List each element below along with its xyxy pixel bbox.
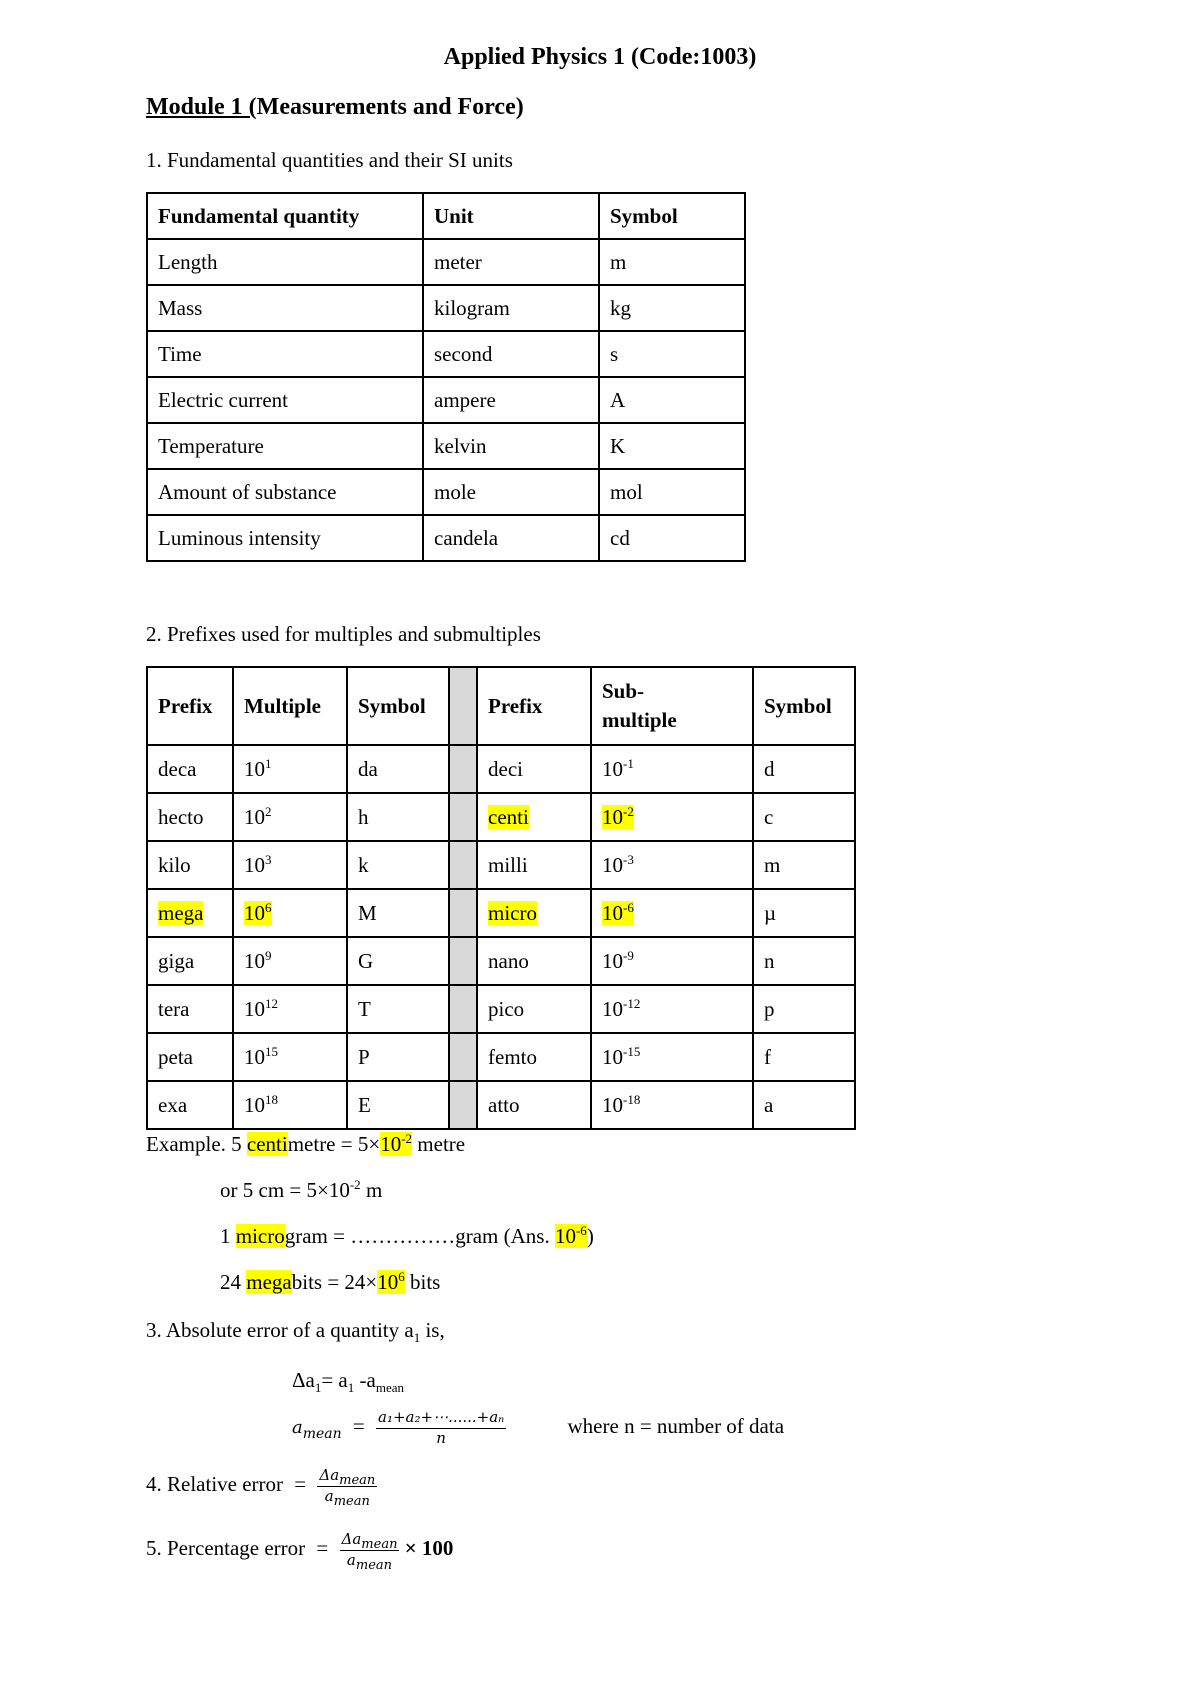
table-cell: [753, 889, 855, 937]
header-cell: Unit: [423, 193, 599, 239]
table-cell: [477, 841, 591, 889]
power-base: 10: [244, 756, 265, 781]
table-body: [147, 745, 855, 1129]
fraction-denominator: [317, 1487, 377, 1507]
example-text: bits: [404, 1270, 441, 1294]
subscript: mean: [375, 1380, 404, 1396]
prefix-name: giga: [158, 948, 195, 973]
power-value: [244, 805, 272, 829]
prefix-symbol: n: [764, 948, 775, 973]
power-base: 10: [602, 804, 623, 829]
power-value: [244, 1093, 278, 1117]
separator-column: [449, 841, 477, 889]
eq-text: = a: [321, 1368, 348, 1392]
power-exponent: -18: [623, 1091, 641, 1107]
power-base: 10: [554, 1224, 576, 1248]
eq-symbol: Δa: [319, 1466, 340, 1484]
power-value: [244, 901, 272, 925]
section4-label: 4. Relative error: [146, 1471, 284, 1496]
table-header-row: [147, 667, 855, 745]
table-row: [147, 793, 855, 841]
table-row: [147, 937, 855, 985]
example-line-3: [220, 1224, 594, 1249]
table-row: [147, 285, 745, 331]
prefix-name: milli: [488, 852, 528, 877]
table-cell: [591, 793, 753, 841]
table-row: [147, 745, 855, 793]
prefix-name: femto: [488, 1044, 537, 1069]
example-text: m: [360, 1178, 383, 1202]
power-exponent: 3: [265, 851, 272, 867]
power-exponent: -3: [623, 851, 634, 867]
prefix-symbol: f: [764, 1044, 771, 1069]
power-exponent: -2: [349, 1177, 361, 1192]
header-line: multiple: [602, 708, 677, 732]
multiplier-text: × 100: [404, 1535, 454, 1560]
prefix-symbol: T: [358, 996, 371, 1021]
separator-column: [449, 1081, 477, 1129]
highlight-text: [555, 1224, 587, 1248]
table-cell: [477, 1033, 591, 1081]
table-cell: ampere: [423, 377, 599, 423]
highlight-text: [380, 1132, 412, 1156]
prefix-symbol: a: [764, 1092, 774, 1117]
heading-text: 3. Absolute error of a quantity a: [146, 1318, 414, 1342]
prefix-name: deci: [488, 756, 523, 781]
table-cell: [233, 985, 347, 1033]
subscript: mean: [333, 1493, 370, 1509]
highlight-text: [377, 1270, 405, 1294]
power-base: 10: [602, 756, 623, 781]
fundamental-quantities-table: [146, 192, 746, 562]
table-cell: [147, 841, 233, 889]
eq-symbol: a: [324, 1486, 334, 1505]
prefix-name: pico: [488, 996, 525, 1021]
relative-error-line: 4. Relative error = $\frac{\Delta a_{mean}}{a_{mean}}$: [146, 1466, 376, 1509]
power-exponent: 6: [265, 899, 272, 915]
example-text: gram = ……………gram (Ans.: [284, 1224, 555, 1248]
subscript: 1: [347, 1380, 355, 1396]
table-cell: Luminous intensity: [147, 515, 423, 561]
power-base: 10: [244, 996, 265, 1021]
power-exponent: -2: [401, 1131, 413, 1146]
header-cell: Symbol: [347, 667, 449, 745]
power-value: [244, 1045, 278, 1069]
section5-label: 5. Percentage error: [146, 1535, 306, 1560]
power-exponent: -6: [575, 1223, 587, 1238]
table-cell: [233, 937, 347, 985]
subscript: mean: [302, 1426, 342, 1442]
table-row: [147, 985, 855, 1033]
prefix-symbol: µ: [764, 900, 777, 925]
document-title: Applied Physics 1 (Code:1003): [443, 44, 757, 70]
table-cell: [147, 1033, 233, 1081]
header-cell: Fundamental quantity: [147, 193, 423, 239]
prefix-symbol: p: [764, 996, 775, 1021]
table-cell: m: [599, 239, 745, 285]
prefix-symbol: M: [358, 900, 377, 925]
table-cell: [753, 841, 855, 889]
fraction-numerator: [317, 1466, 377, 1487]
example-text: Example. 5: [146, 1132, 247, 1156]
table-cell: [591, 841, 753, 889]
table-cell: [753, 985, 855, 1033]
relative-error-fraction: [317, 1466, 377, 1509]
header-cell: Prefix: [477, 667, 591, 745]
table-cell: [147, 889, 233, 937]
table-cell: [591, 889, 753, 937]
eq-text: Δa: [292, 1368, 315, 1392]
table-cell: [347, 985, 449, 1033]
table-cell: [347, 745, 449, 793]
example-line-2: [220, 1178, 382, 1203]
subscript: mean: [339, 1473, 376, 1488]
power-value: [602, 853, 634, 877]
power-base: 10: [244, 1044, 265, 1069]
example-text: 1: [220, 1224, 236, 1248]
separator-column: [449, 889, 477, 937]
table-cell: [233, 745, 347, 793]
highlight-text: centi: [246, 1132, 288, 1156]
table-cell: kelvin: [423, 423, 599, 469]
power-exponent: 15: [265, 1043, 278, 1059]
power-value: [602, 1045, 640, 1069]
eq-symbol: a: [292, 1416, 303, 1438]
table-cell: [753, 745, 855, 793]
power-value: [244, 949, 272, 973]
table-cell: [347, 1033, 449, 1081]
prefix-name: exa: [158, 1092, 188, 1117]
section2-heading: 2. Prefixes used for multiples and submultiples: [146, 622, 541, 646]
table-cell: Mass: [147, 285, 423, 331]
table-row: [147, 377, 745, 423]
prefix-name: deca: [158, 756, 197, 781]
fraction-denominator: [340, 1551, 400, 1571]
power-value: [602, 805, 634, 829]
table-cell: [477, 985, 591, 1033]
table-row: [147, 469, 745, 515]
power-exponent: 9: [265, 947, 272, 963]
equation-note: where n = number of data: [567, 1413, 785, 1438]
table-cell: [147, 745, 233, 793]
example-text: 24: [220, 1270, 247, 1294]
power-base: 10: [244, 852, 265, 877]
eq-symbol: a: [346, 1550, 356, 1569]
table-cell: A: [599, 377, 745, 423]
table-cell: [347, 841, 449, 889]
header-cell: Symbol: [599, 193, 745, 239]
table-cell: [347, 889, 449, 937]
section1-heading: 1. Fundamental quantities and their SI units: [146, 148, 513, 172]
eq-text: -a: [354, 1368, 376, 1392]
mean-fraction: [376, 1408, 506, 1448]
separator-column: [449, 1033, 477, 1081]
example-text: or 5 cm = 5×10: [220, 1178, 350, 1202]
header-cell: Prefix: [147, 667, 233, 745]
prefix-name: micro: [488, 900, 537, 925]
power-exponent: 1: [265, 755, 272, 771]
absolute-error-equation: [292, 1368, 404, 1396]
power-base: 10: [602, 1092, 623, 1117]
table-row: [147, 1081, 855, 1129]
power-value: [602, 1093, 640, 1117]
prefix-symbol: P: [358, 1044, 370, 1069]
table-row: [147, 331, 745, 377]
example-line-4: [220, 1270, 440, 1295]
prefix-symbol: m: [764, 852, 781, 877]
table-cell: K: [599, 423, 745, 469]
prefix-name: tera: [158, 996, 190, 1021]
table-row: [147, 889, 855, 937]
prefix-symbol: k: [358, 852, 369, 877]
prefix-symbol: G: [358, 948, 374, 973]
table-cell: [147, 937, 233, 985]
table-header-row: [147, 193, 745, 239]
heading-text: is,: [420, 1318, 445, 1342]
table-cell: [347, 793, 449, 841]
table-body: [147, 239, 745, 561]
table-cell: [233, 793, 347, 841]
fraction-numerator: a₁+a₂+⋯......+aₙ: [376, 1408, 506, 1429]
prefix-name: mega: [158, 900, 204, 925]
power-value: [602, 949, 634, 973]
module-heading-rest: Measurements and Force): [256, 94, 524, 120]
prefix-name: centi: [488, 804, 529, 829]
power-base: 10: [380, 1132, 402, 1156]
table-cell: cd: [599, 515, 745, 561]
power-base: 10: [377, 1270, 399, 1294]
prefix-name: peta: [158, 1044, 193, 1069]
table-cell: [477, 889, 591, 937]
percentage-error-line: 5. Percentage error = $\frac{\Delta a_{mean}}{a_{mean}}$ × 100: [146, 1530, 454, 1573]
prefix-symbol: h: [358, 804, 369, 829]
header-cell: Multiple: [233, 667, 347, 745]
power-exponent: 12: [265, 995, 278, 1011]
table-cell: [591, 1081, 753, 1129]
power-value: [244, 853, 272, 877]
example-line-1: [146, 1132, 465, 1157]
example-text: metre = 5×: [287, 1132, 381, 1156]
table-row: [147, 1033, 855, 1081]
table-cell: meter: [423, 239, 599, 285]
separator-column: [449, 985, 477, 1033]
table-cell: [147, 793, 233, 841]
table-cell: [591, 1033, 753, 1081]
subscript: mean: [361, 1537, 398, 1552]
table-row: [147, 239, 745, 285]
table-cell: Time: [147, 331, 423, 377]
example-text: bits = 24×: [291, 1270, 378, 1294]
power-exponent: -6: [623, 899, 634, 915]
table-cell: [753, 1081, 855, 1129]
power-value: [602, 901, 634, 925]
table-cell: [753, 1033, 855, 1081]
mean-equation: $a_{mean}$ = $\frac{\text{a₁+a₂+⋯......+aₙ}}{n}$ where n = number of data: [292, 1408, 785, 1447]
power-exponent: -9: [623, 947, 634, 963]
prefix-symbol: da: [358, 756, 378, 781]
power-base: 10: [244, 948, 265, 973]
power-base: 10: [602, 1044, 623, 1069]
power-value: [244, 997, 278, 1021]
table-cell: [753, 793, 855, 841]
power-base: 10: [602, 948, 623, 973]
table-cell: [753, 937, 855, 985]
power-base: 10: [244, 900, 265, 925]
power-exponent: -15: [623, 1043, 641, 1059]
prefix-name: nano: [488, 948, 529, 973]
table-cell: Temperature: [147, 423, 423, 469]
power-exponent: 6: [398, 1269, 405, 1284]
table-cell: [477, 793, 591, 841]
power-base: 10: [602, 852, 623, 877]
table-cell: [591, 745, 753, 793]
table-cell: Electric current: [147, 377, 423, 423]
table-row: [147, 423, 745, 469]
table-cell: Length: [147, 239, 423, 285]
power-exponent: -12: [623, 995, 641, 1011]
prefix-table: [146, 666, 856, 1130]
prefix-symbol: c: [764, 804, 774, 829]
table-cell: [233, 889, 347, 937]
separator-column: [449, 937, 477, 985]
table-cell: Amount of substance: [147, 469, 423, 515]
prefix-name: hecto: [158, 804, 204, 829]
header-line: Sub-: [602, 678, 645, 703]
table-row: [147, 841, 855, 889]
power-value: [602, 997, 640, 1021]
power-base: 10: [602, 996, 623, 1021]
power-exponent: -1: [623, 755, 634, 771]
table-cell: [147, 1081, 233, 1129]
power-value: [602, 757, 634, 781]
highlight-text: mega: [246, 1270, 292, 1294]
table-cell: s: [599, 331, 745, 377]
power-exponent: 2: [265, 803, 272, 819]
prefix-name: atto: [488, 1092, 520, 1117]
separator-column: [449, 745, 477, 793]
power-exponent: 18: [265, 1091, 278, 1107]
prefix-symbol: E: [358, 1092, 371, 1117]
fraction-numerator: [340, 1530, 400, 1551]
module-heading-underlined: Module 1 (: [146, 94, 257, 120]
highlight-text: micro: [235, 1224, 285, 1248]
table-cell: [591, 937, 753, 985]
fraction-denominator: n: [436, 1428, 446, 1447]
table-cell: [233, 1081, 347, 1129]
prefix-symbol: d: [764, 756, 775, 781]
table-row: [147, 515, 745, 561]
subscript: mean: [355, 1557, 393, 1573]
table-cell: kg: [599, 285, 745, 331]
table-cell: [347, 937, 449, 985]
prefix-name: kilo: [158, 852, 191, 877]
table-cell: [233, 841, 347, 889]
table-cell: [477, 745, 591, 793]
eq-symbol: Δa: [341, 1530, 362, 1548]
example-text: ): [586, 1224, 594, 1248]
table-cell: [591, 985, 753, 1033]
power-base: 10: [602, 900, 623, 925]
power-value: [244, 757, 272, 781]
table-cell: [233, 1033, 347, 1081]
header-cell: [591, 667, 753, 745]
subscript: 1: [314, 1380, 322, 1396]
module-heading: [146, 94, 524, 121]
separator-column: [449, 667, 477, 745]
power-base: 10: [244, 804, 265, 829]
table-cell: [147, 985, 233, 1033]
subscript: 1: [413, 1330, 421, 1346]
table-cell: [477, 937, 591, 985]
table-cell: candela: [423, 515, 599, 561]
power-exponent: -2: [623, 803, 634, 819]
table-cell: mol: [599, 469, 745, 515]
table-cell: kilogram: [423, 285, 599, 331]
example-text: metre: [412, 1132, 466, 1156]
percentage-error-fraction: [340, 1530, 400, 1573]
table-cell: mole: [423, 469, 599, 515]
power-base: 10: [244, 1092, 265, 1117]
table-cell: second: [423, 331, 599, 377]
table-cell: [347, 1081, 449, 1129]
table-cell: [477, 1081, 591, 1129]
section3-heading: [146, 1318, 445, 1346]
header-cell: Symbol: [753, 667, 855, 745]
separator-column: [449, 793, 477, 841]
